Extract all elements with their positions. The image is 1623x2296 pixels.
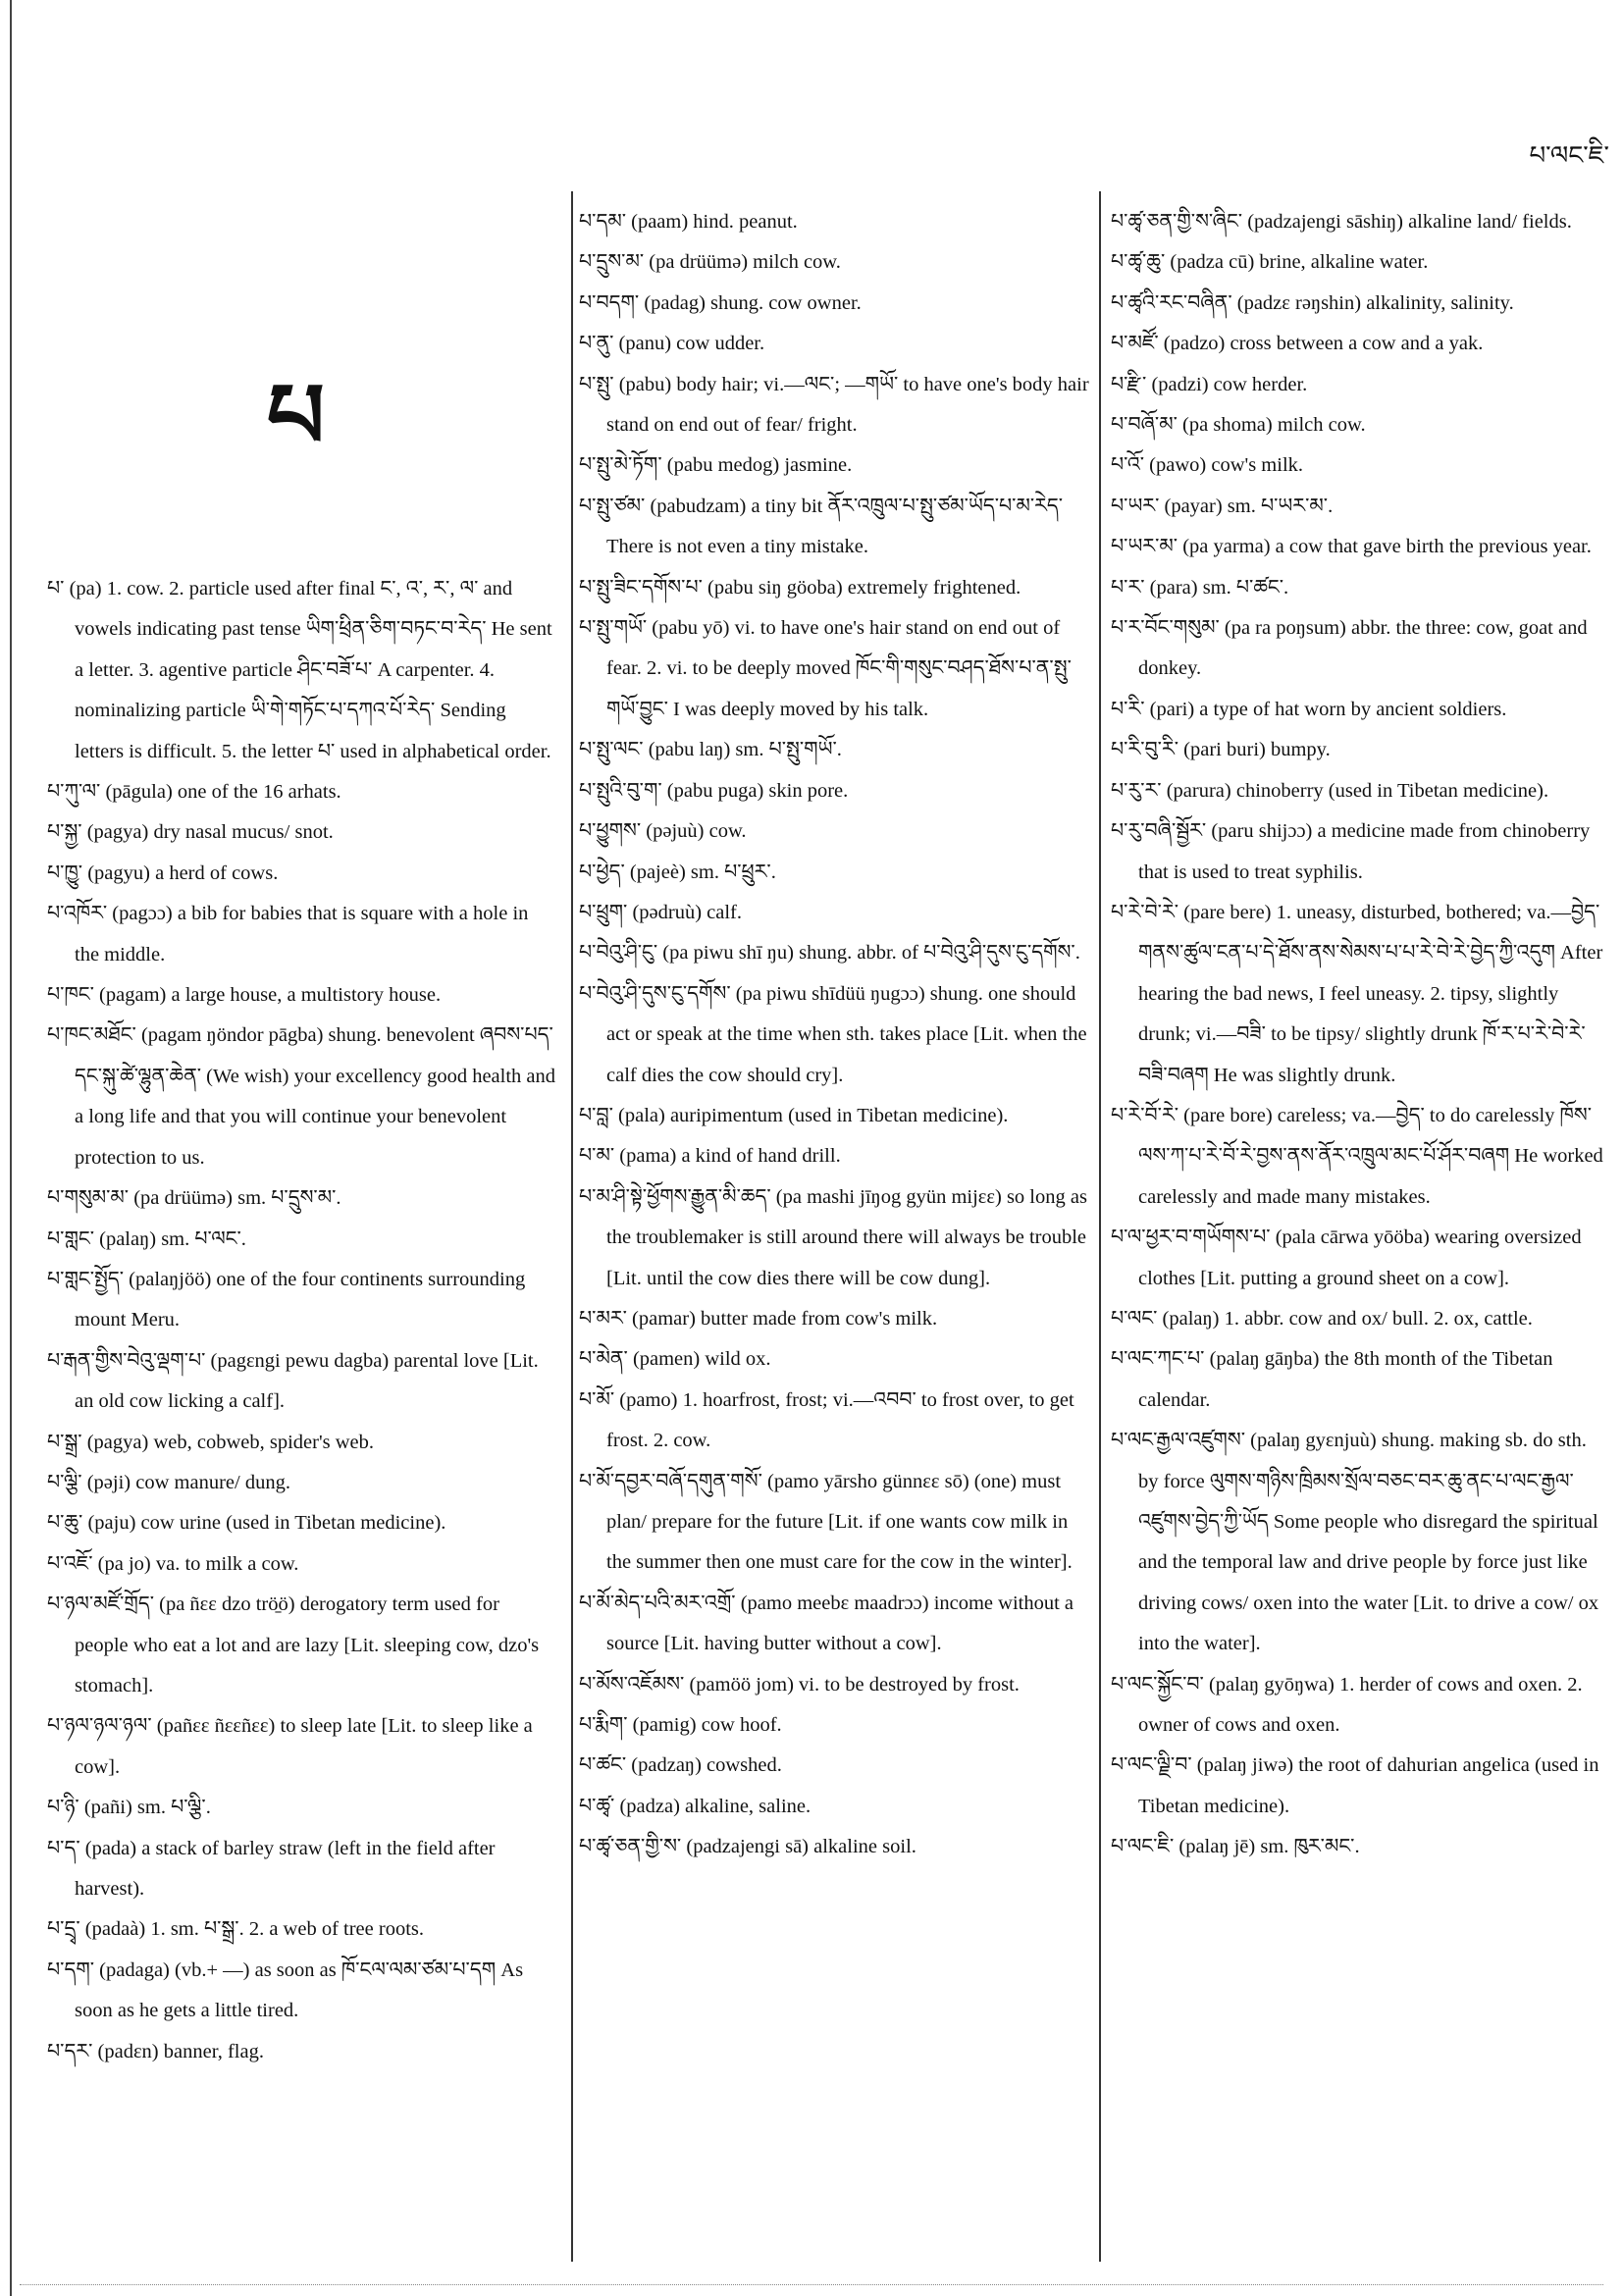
dictionary-entry: པ་ཚྭ་ཅན་གྱི་ས་ (padzajengi sā) alkaline soil.: [579, 1836, 916, 1858]
dictionary-entry: པ་སྤུའི་བུ་ག་ (pabu puga) skin pore.: [579, 779, 849, 802]
dictionary-entry: པ་སྒྲ་ (pagya) web, cobweb, spider's web.: [47, 1431, 375, 1453]
dictionary-entry: པ་བེའུ་ཤི་དུས་ངུ་དགོས་ (pa piwu shīdüü ŋugɔɔ) shung. one should act or speak at the time when sth. takes place [Lit. when the calf dies the cow should cry].: [579, 982, 1087, 1086]
column-2: [579, 202, 1089, 1868]
dictionary-entry: པ་སྤུ་ (pabu) body hair; vi.—ལང་; —གཡོ་ to have one's body hair stand on end out of fear/ fright.: [579, 373, 1089, 437]
dictionary-entry: པ་ར་བོང་གསུམ་ (pa ra poŋsum) abbr. the three: cow, goat and donkey.: [1111, 617, 1588, 680]
dictionary-entry: པ་ཉལ་མཛོ་གྲོད་ (pa ñɛɛ dzo trö̱ö) derogatory term used for people who eat a lot and are lazy [Lit. sleeping cow, dzo's stomach].: [47, 1593, 540, 1696]
dictionary-entry: པ་མ་ (pama) a kind of hand drill.: [579, 1145, 841, 1168]
dictionary-entry: པ་ཡར་ (payar) sm. པ་ཡར་མ་.: [1111, 495, 1334, 517]
dictionary-entry: པ་ཉི་ (pañi) sm. པ་ལྕི་.: [47, 1797, 211, 1819]
dictionary-entry: པ་བཞོ་མ་ (pa shoma) milch cow.: [1111, 414, 1366, 437]
dictionary-entry: པ་རི་ (pari) a type of hat worn by ancient soldiers.: [1111, 698, 1507, 720]
dictionary-entry: པ་དྲྭ་ (padaà) 1. sm. པ་སྒྲ་. 2. a web of tree roots.: [47, 1918, 425, 1941]
dictionary-entry: པ་རྫི་ (padzi) cow herder.: [1111, 373, 1308, 395]
dictionary-entry: པ་ཚྭ་ (padza) alkaline, saline.: [579, 1795, 812, 1817]
dictionary-entry: པ་གསུམ་མ་ (pa drüümə) sm. པ་དྲུས་མ་.: [47, 1187, 341, 1210]
running-head: པ་ལང་ཇི་: [1529, 141, 1609, 171]
section-letter: པ: [267, 364, 325, 469]
dictionary-entry: པ་དྲུས་མ་ (pa drüümə) milch cow.: [579, 251, 841, 274]
dictionary-entry: པ་ནུ་ (panu) cow udder.: [579, 333, 765, 355]
dictionary-entry: པ་རུ་ར་ (parura) chinoberry (used in Tibetan medicine).: [1111, 779, 1549, 802]
column-divider-1: [571, 191, 573, 2262]
dictionary-entry: པ་ཁྱུ་ (pagyu) a herd of cows.: [47, 861, 279, 884]
dictionary-entry: པ་ཕྲུག་ (pədruù) calf.: [579, 901, 742, 923]
column-1: [47, 569, 557, 2072]
dictionary-entry: པ་ལང་ཇི་ (palaŋ jē) sm. ཁུར་མང་.: [1111, 1836, 1360, 1858]
dictionary-entry: པ་ཚྭའི་རང་བཞིན་ (padzɛ rəŋshin) alkalinity, salinity.: [1111, 291, 1514, 314]
dictionary-entry: པ་མར་ (pamar) butter made from cow's milk.: [579, 1307, 938, 1330]
dictionary-entry: པ་མོ་ (pamo) 1. hoarfrost, frost; vi.—འབབ་ to frost over, to get frost. 2. cow.: [579, 1388, 1074, 1452]
dictionary-entry: པ་ (pa) 1. cow. 2. particle used after final ང་, འ་, ར་, ལ་ and vowels indicating past tense ཡིག་ཕྲིན་ཅིག་བཏང་བ་རེད་ He sent a letter. 3. agentive particle ཤིང་བཟོ་པ་ A carpenter. 4. nominalizing particle ཡི་གེ་གཏོང་པ་དཀའ་པོ་རེད་ Sending letters is difficult. 5. the letter པ་ used in alphabetical order.: [47, 578, 552, 762]
dictionary-entry: པ་སྤུ་ཙམ་ (pabudzam) a tiny bit ནོར་འཁྲུལ་པ་སྤུ་ཙམ་ཡོད་པ་མ་རེད་ There is not even a tiny mistake.: [579, 495, 1064, 558]
dictionary-entry: པ་ལ་ཕྱར་བ་གཡོགས་པ་ (pala cārwa yōöba) wearing oversized clothes [Lit. putting a ground sheet on a cow].: [1111, 1226, 1582, 1289]
dictionary-entry: པ་རུ་བཞི་སྦྱོར་ (paru shijɔɔ) a medicine made from chinoberry that is used to treat syphilis.: [1111, 820, 1591, 883]
dictionary-entry: པ་ཚང་ (padzaŋ) cowshed.: [579, 1754, 782, 1777]
dictionary-entry: པ་སྤུ་གཡོ་ (pabu yō) vi. to have one's hair stand on end out of fear. 2. vi. to be deeply moved ཁོང་གི་གསུང་བཤད་ཐོས་པ་ན་སྤུ་གཡོ་བྱུང་ I was deeply moved by his talk.: [579, 617, 1072, 720]
column-divider-2: [1099, 191, 1101, 2262]
dictionary-entry: པ་ཁང་མཐོང་ (pagam ŋöndor pāgba) shung. benevolent ཞབས་པད་དང་སྐུ་ཚེ་ལྷུན་ཆེན་ (We wish) your excellency good health and a long life and that you will continue your benevolent protection to us.: [47, 1024, 556, 1169]
dictionary-entry: པ་ཁང་ (pagam) a large house, a multistory house.: [47, 984, 442, 1007]
dictionary-entry: པ་མ་ཤི་སྟེ་ཕྱོགས་རྒྱུན་མི་ཆད་ (pa mashi jīŋog gyün mijɛɛ) so long as the troublemaker is still around there will always be trouble [Lit. until the cow dies there will be cow dung].: [579, 1185, 1087, 1289]
dictionary-entry: པ་འཁོར་ (pagɔɔ) a bib for babies that is square with a hole in the middle.: [47, 903, 529, 965]
dictionary-entry: པ་དག་ (padaga) (vb.+ —) as soon as ཁོ་ངལ་ལམ་ཙམ་པ་དག As soon as he gets a little tired.: [47, 1958, 524, 2022]
dictionary-entry: པ་ཚྭ་ཆུ་ (padza cū) brine, alkaline water.: [1111, 251, 1429, 274]
dictionary-entry: པ་ཡར་མ་ (pa yarma) a cow that gave birth the previous year.: [1111, 536, 1592, 558]
dictionary-entry: པ་མོ་མེད་པའི་མར་འགྲོ་ (pamo meebɛ maadrɔɔ) income without a source [Lit. having butter without a cow].: [579, 1592, 1074, 1655]
dictionary-entry: པ་ཕྱུགས་ (pəjuù) cow.: [579, 820, 747, 843]
dictionary-entry: པ་རྒན་གྱིས་བེའུ་ལྡག་པ་ (pagɛngi pewu dagba) parental love [Lit. an old cow licking a calf].: [47, 1349, 539, 1413]
dictionary-entry: པ་མཛོ་ (padzo) cross between a cow and a yak.: [1111, 333, 1484, 355]
dictionary-entry: པ་འོ་ (pawo) cow's milk.: [1111, 454, 1304, 477]
dictionary-entry: པ་རི་བུ་རི་ (pari buri) bumpy.: [1111, 739, 1331, 761]
dictionary-entry: པ་ད་ (pada) a stack of barley straw (left in the field after harvest).: [47, 1837, 496, 1900]
dictionary-entry: པ་མོས་འཇོམས་ (pamöö jom) vi. to be destroyed by frost.: [579, 1673, 1020, 1696]
dictionary-entry: པ་ཀུ་ལ་ (pāgula) one of the 16 arhats.: [47, 781, 341, 804]
dictionary-entry: པ་རེ་བོ་རེ་ (pare bore) careless; va.—བྱེད་ to do carelessly ཁོས་ལས་ཀ་པ་རེ་བོ་རེ་བྱས་ནས་ནོར་འཁྲུལ་མང་པོ་ཤོར་བཞག He worked carelessly and made many mistakes.: [1111, 1104, 1603, 1208]
dictionary-entry: པ་གླང་སྤྱོད་ (palaŋjöö) one of the four continents surrounding mount Meru.: [47, 1268, 526, 1331]
dictionary-entry: པ་ལང་སྐྱོང་བ་ (palaŋ gyōŋwa) 1. herder of cows and oxen. 2. owner of cows and oxen.: [1111, 1673, 1583, 1737]
dictionary-entry: པ་ལང་ (palaŋ) 1. abbr. cow and ox/ bull. 2. ox, cattle.: [1111, 1307, 1533, 1330]
dictionary-entry: པ་ལང་རྒྱལ་འཛུགས་ (palaŋ gyɛnjuù) shung. making sb. do sth. by force ལུགས་གཉིས་ཁྲིམས་སྲོལ་བཅང་བར་ཆུ་ནང་པ་ལང་རྒྱལ་འཛུགས་བྱེད་ཀྱི་ཡོད Some people who disregard the spiritual and the temporal law and drive people by force just like driving cows/ oxen into the water [Lit. to drive a cow/ ox into the water].: [1111, 1430, 1599, 1655]
dictionary-entry: པ་དམ་ (paam) hind. peanut.: [579, 211, 798, 233]
dictionary-entry: པ་བླ་ (pala) auripimentum (used in Tibetan medicine).: [579, 1104, 1009, 1126]
dictionary-entry: པ་མོ་དབྱར་བཞོ་དགུན་གསོ་ (pamo yārsho günnɛɛ sō) (one) must plan/ prepare for the future [Lit. if one wants cow milk in the summer then one must care for the cow in the winter].: [579, 1470, 1073, 1574]
dictionary-entry: པ་དར་ (padɛn) banner, flag.: [47, 2040, 264, 2062]
dictionary-entry: པ་སྤུ་མེ་ཏོག་ (pabu medog) jasmine.: [579, 454, 853, 477]
dictionary-entry: པ་མེན་ (pamen) wild ox.: [579, 1348, 771, 1371]
column-3: [1111, 202, 1611, 1868]
dictionary-entry: པ་རེ་བེ་རེ་ (pare bere) 1. uneasy, disturbed, bothered; va.—བྱེད་ གནས་ཚུལ་ངན་པ་དེ་ཐོས་ནས་སེམས་པ་པ་རེ་བེ་རེ་བྱེད་ཀྱི་འདུག After hearing the bad news, I feel uneasy. 2. tipsy, slightly drunk; vi.—བཟི་ to be tipsy/ slightly drunk ཁོ་ར་པ་རེ་བེ་རེ་བཟི་བཞག He was slightly drunk.: [1111, 901, 1603, 1086]
dictionary-entry: པ་ལང་ལྗི་བ་ (palaŋ jiwə) the root of dahurian angelica (used in Tibetan medicine).: [1111, 1754, 1599, 1817]
dictionary-entry: པ་བེའུ་ཤི་ངུ་ (pa piwu shī ŋu) shung. abbr. of པ་བེའུ་ཤི་དུས་ངུ་དགོས་.: [579, 942, 1080, 965]
dictionary-entry: པ་སྤུ་ཟིང་དགོས་པ་ (pabu siŋ göoba) extremely frightened.: [579, 576, 1021, 599]
left-margin-rule: [10, 0, 12, 2296]
dictionary-entry: པ་ལང་ཀང་པ་ (palaŋ gāŋba) the 8th month of the Tibetan calendar.: [1111, 1348, 1553, 1411]
dictionary-entry: པ་སྤུ་ལང་ (pabu laŋ) sm. པ་སྤུ་གཡོ་.: [579, 739, 842, 761]
dictionary-entry: པ་ར་ (para) sm. པ་ཚང་.: [1111, 576, 1289, 599]
dictionary-entry: པ་ཉལ་ཉལ་ཉལ་ (pañɛɛ ñɛɛñɛɛ) to sleep late [Lit. to sleep like a cow].: [47, 1715, 533, 1778]
dictionary-entry: པ་ལྕི་ (pəji) cow manure/ dung.: [47, 1471, 290, 1493]
dictionary-entry: པ་རྨིག་ (pamig) cow hoof.: [579, 1714, 782, 1737]
dictionary-entry: པ་ཚྭ་ཅན་གྱི་ས་ཞིང་ (padzajengi sāshiŋ) alkaline land/ fields.: [1111, 211, 1572, 233]
dictionary-entry: པ་སྐྱ་ (pagya) dry nasal mucus/ snot.: [47, 821, 334, 844]
dictionary-entry: པ་ཕྱེད་ (pajeè) sm. པ་ཕྲུར་.: [579, 861, 776, 883]
dictionary-entry: པ་འཇོ་ (pa jo) va. to milk a cow.: [47, 1552, 299, 1575]
dictionary-entry: པ་གླང་ (palaŋ) sm. པ་ལང་.: [47, 1227, 246, 1250]
dictionary-entry: པ་ཆུ་ (paju) cow urine (used in Tibetan medicine).: [47, 1512, 446, 1535]
dictionary-entry: པ་བདག་ (padag) shung. cow owner.: [579, 291, 862, 314]
footer-rule: [20, 2284, 1603, 2285]
